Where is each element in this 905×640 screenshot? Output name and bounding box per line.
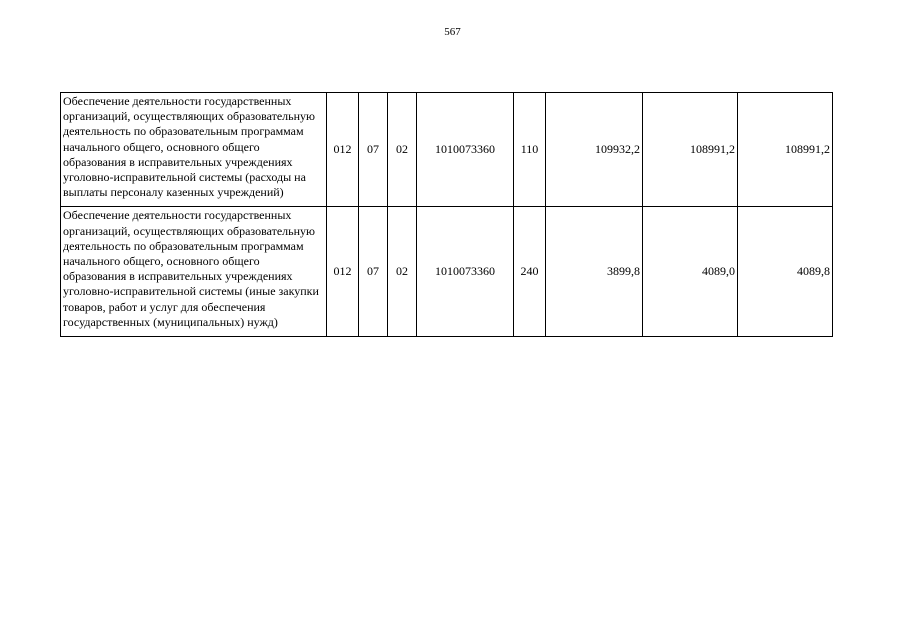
row-description: Обеспечение деятельности государственных организаций, осуществляющих образовательную деятельность по образовательным программам начального общего, основного общего образования в исправительных учреждениях уголовно-исправительной системы (расходы на выплаты персоналу казенных учреждений) <box>61 93 327 207</box>
amount-year-2: 108991,2 <box>643 93 738 207</box>
section-code: 07 <box>359 93 388 207</box>
subsection-code: 02 <box>388 93 417 207</box>
subsection-code: 02 <box>388 207 417 337</box>
amount-year-1: 109932,2 <box>546 93 643 207</box>
ministry-code: 012 <box>327 93 359 207</box>
target-article-code: 1010073360 <box>417 93 514 207</box>
amount-year-3: 4089,8 <box>738 207 833 337</box>
amount-year-2: 4089,0 <box>643 207 738 337</box>
amount-year-1: 3899,8 <box>546 207 643 337</box>
row-description: Обеспечение деятельности государственных организаций, осуществляющих образовательную деятельность по образовательным программам начального общего, основного общего образования в исправительных учреждениях уголовно-исправительной системы (иные закупки товаров, работ и услуг для обеспечения государственных (муниципальных) нужд) <box>61 207 327 337</box>
table-row <box>61 207 833 337</box>
page-number: 567 <box>444 26 461 38</box>
ministry-code: 012 <box>327 207 359 337</box>
budget-table <box>60 92 833 337</box>
section-code: 07 <box>359 207 388 337</box>
expense-type-code: 110 <box>514 93 546 207</box>
expense-type-code: 240 <box>514 207 546 337</box>
amount-year-3: 108991,2 <box>738 93 833 207</box>
target-article-code: 1010073360 <box>417 207 514 337</box>
table-row <box>61 93 833 207</box>
